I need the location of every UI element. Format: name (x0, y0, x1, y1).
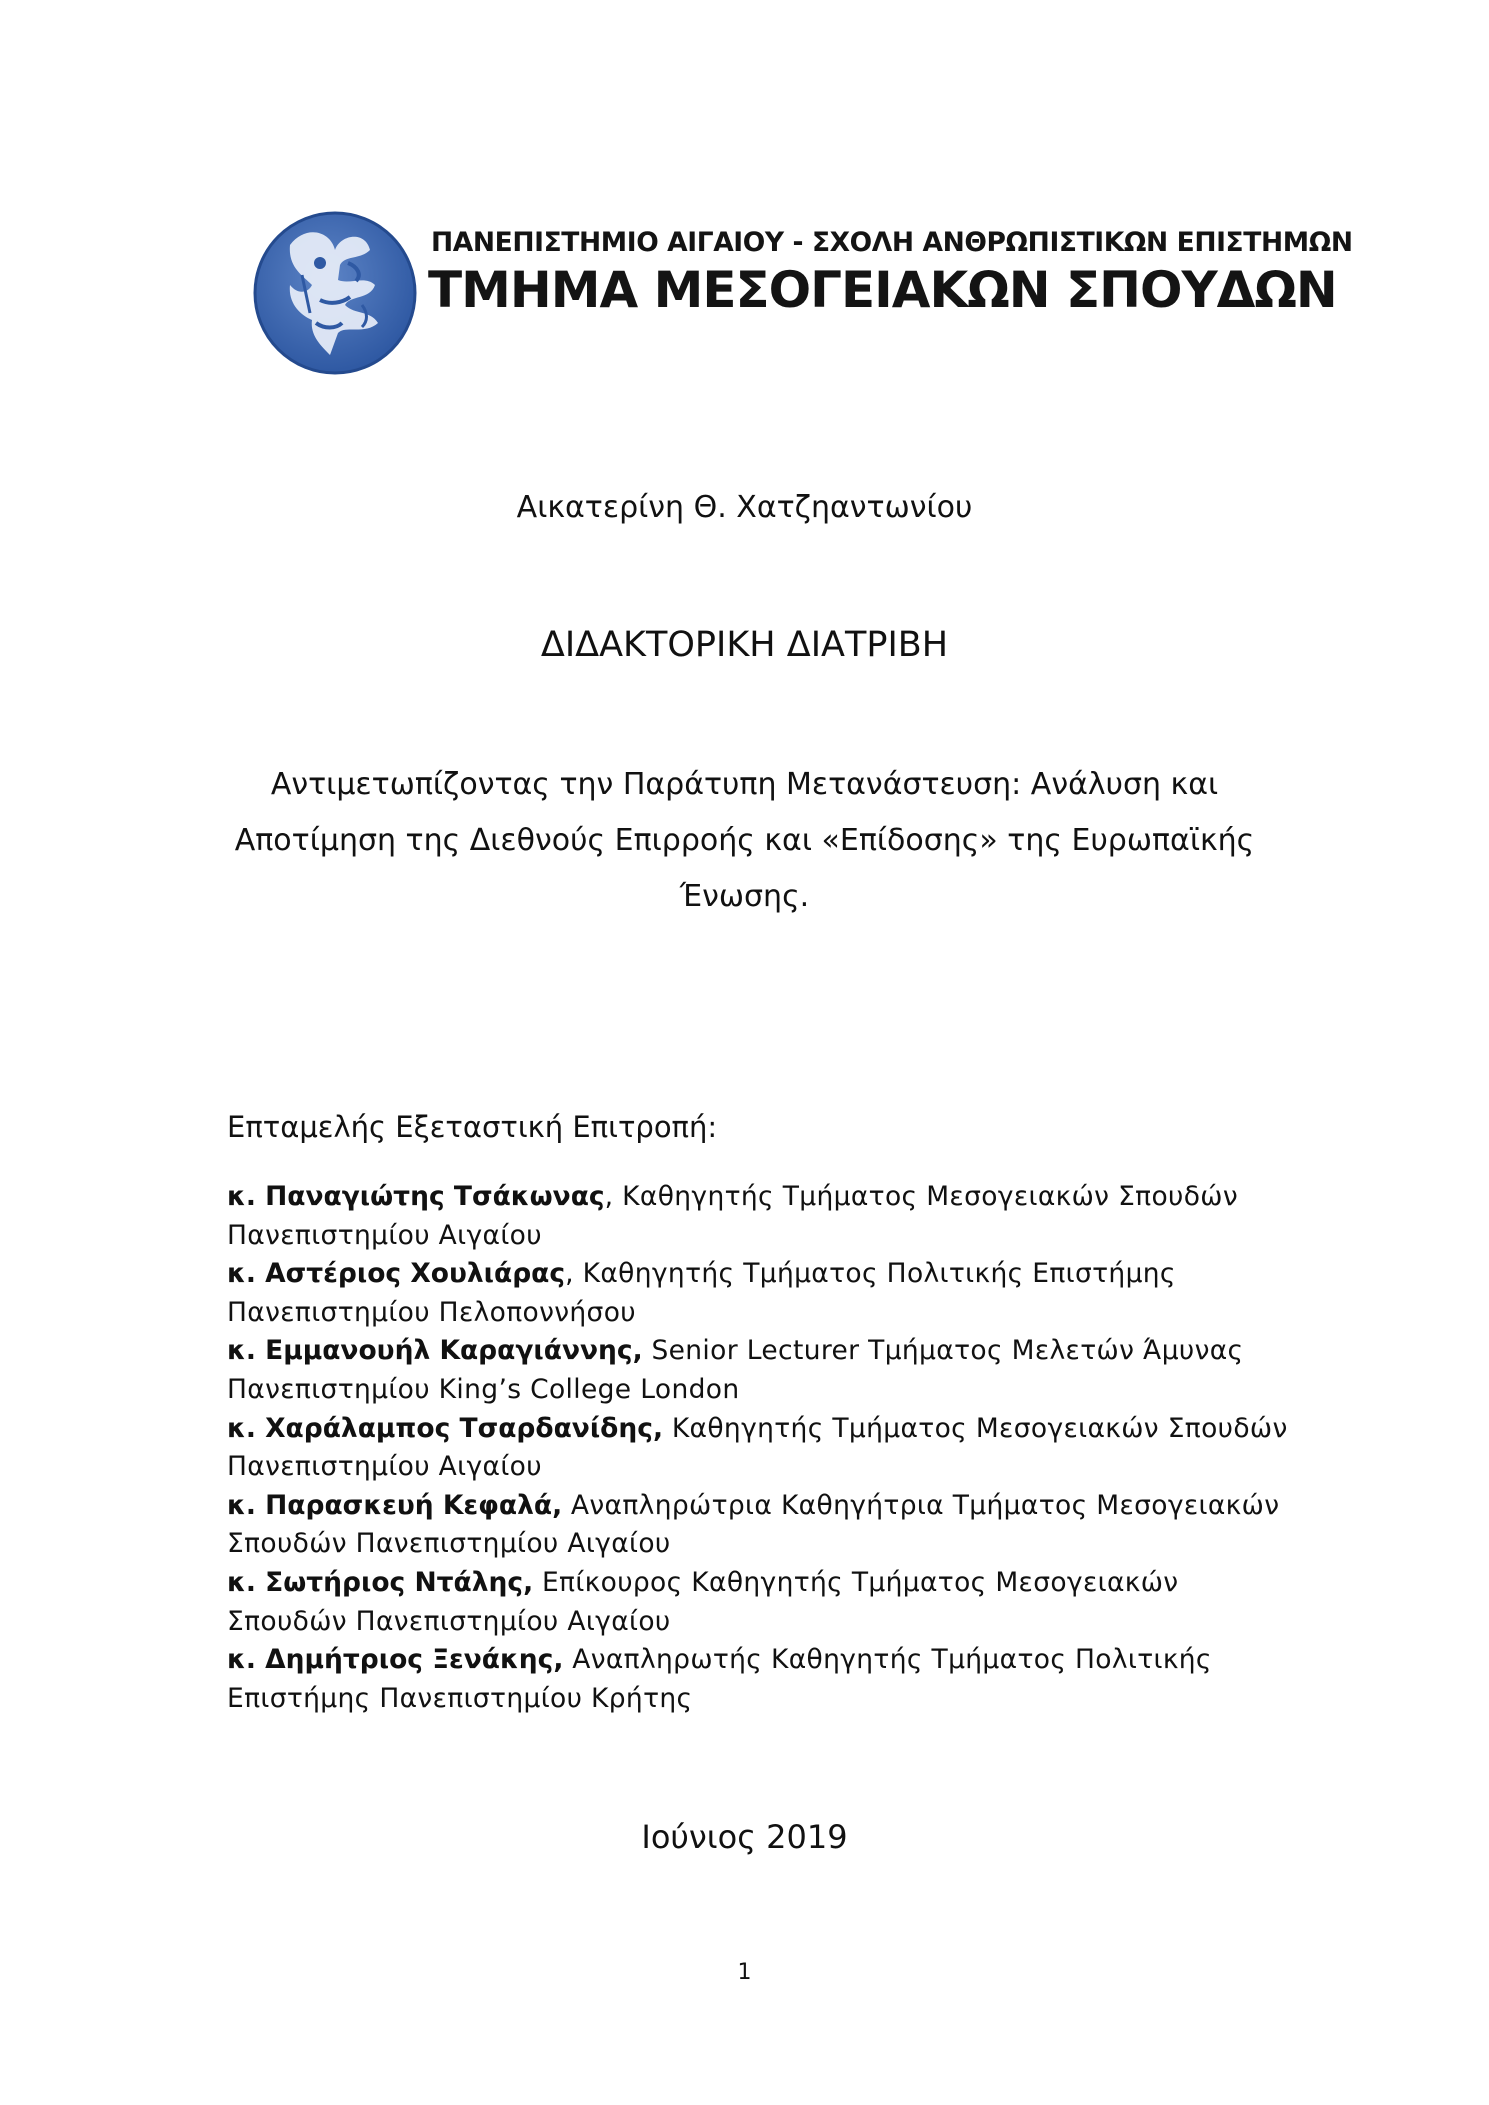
committee-member (227, 1178, 1327, 1255)
member-line (227, 1332, 1327, 1371)
member-affiliation: , Καθηγητής Τμήματος Μεσογειακών Σπουδών (604, 1181, 1238, 1212)
member-line (227, 1178, 1327, 1217)
member-name: κ. Δημήτριος Ξενάκης, (227, 1644, 564, 1676)
member-line (227, 1255, 1327, 1294)
member-line (227, 1641, 1327, 1680)
member-affiliation: Αναπληρώτρια Καθηγήτρια Τμήματος Μεσογειακών (562, 1489, 1280, 1521)
member-line (227, 1564, 1327, 1603)
member-name: κ. Παναγιώτης Τσάκωνας (227, 1181, 605, 1212)
member-affiliation: Καθηγητής Τμήματος Μεσογειακών Σπουδών (663, 1412, 1288, 1444)
member-affiliation: , Καθηγητής Τμήματος Πολιτικής Επιστήμης (565, 1258, 1176, 1290)
department-name: ΤΜΗΜΑ ΜΕΣΟΓΕΙΑΚΩΝ ΣΠΟΥΔΩΝ (428, 261, 1337, 319)
thesis-title (0, 757, 1489, 925)
committee-member (227, 1255, 1327, 1332)
member-line (227, 1410, 1327, 1449)
committee-member (227, 1410, 1327, 1487)
examination-committee (227, 1110, 1327, 1718)
committee-member (227, 1487, 1327, 1564)
submission-date: Ιούνιος 2019 (641, 1818, 848, 1856)
member-affiliation: Αναπληρωτής Καθηγητής Τμήματος Πολιτικής (563, 1644, 1212, 1676)
title-line: Ένωσης. (679, 879, 810, 914)
member-affiliation: Senior Lecturer Τμήματος Μελετών Άμυνας (642, 1335, 1244, 1367)
member-affiliation-continued: Πανεπιστημίου Πελοποννήσου (227, 1296, 636, 1328)
member-name: κ. Εμμανουήλ Καραγιάννης, (227, 1335, 643, 1367)
member-name: κ. Αστέριος Χουλιάρας (227, 1258, 566, 1290)
member-name: κ. Χαράλαμπος Τσαρδανίδης, (227, 1412, 664, 1444)
member-affiliation-continued: Σπουδών Πανεπιστημίου Αιγαίου (227, 1605, 671, 1637)
title-line: Αποτίμηση της Διεθνούς Επιρροής και «Επίδοσης» της Ευρωπαϊκής (234, 823, 1255, 858)
member-name: κ. Σωτήριος Ντάλης, (227, 1566, 534, 1598)
committee-member (227, 1332, 1327, 1409)
committee-member (227, 1641, 1327, 1718)
university-header (250, 200, 1353, 380)
member-affiliation-continued: Πανεπιστημίου Αιγαίου (227, 1219, 542, 1251)
university-seal-icon (250, 205, 420, 375)
author-name: Αικατερίνη Θ. Χατζηαντωνίου (516, 490, 973, 525)
school-name: ΠΑΝΕΠΙΣΤΗΜΙΟ ΑΙΓΑΙΟΥ - ΣΧΟΛΗ ΑΝΘΡΩΠΙΣΤΙΚΩΝ ΕΠΙΣΤΗΜΩΝ (431, 227, 1353, 258)
title-line: Αντιμετωπίζοντας την Παράτυπη Μετανάστευση: Ανάλυση και (270, 767, 1219, 802)
committee-heading: Επταμελής Εξεταστική Επιτροπή: (227, 1110, 718, 1144)
member-name: κ. Παρασκευή Κεφαλά, (227, 1489, 563, 1521)
member-affiliation-continued: Επιστήμης Πανεπιστημίου Κρήτης (227, 1682, 693, 1714)
member-affiliation: Επίκουρος Καθηγητής Τμήματος Μεσογειακών (533, 1566, 1179, 1598)
page-number: 1 (737, 1960, 752, 1985)
document-type: ΔΙΔΑΚΤΟΡΙΚΗ ΔΙΑΤΡΙΒΗ (540, 625, 949, 665)
member-line (227, 1487, 1327, 1526)
committee-member (227, 1564, 1327, 1641)
member-affiliation-continued: Σπουδών Πανεπιστημίου Αιγαίου (227, 1528, 671, 1560)
member-affiliation-continued: Πανεπιστημίου King’s College London (227, 1373, 740, 1405)
member-affiliation-continued: Πανεπιστημίου Αιγαίου (227, 1451, 542, 1483)
